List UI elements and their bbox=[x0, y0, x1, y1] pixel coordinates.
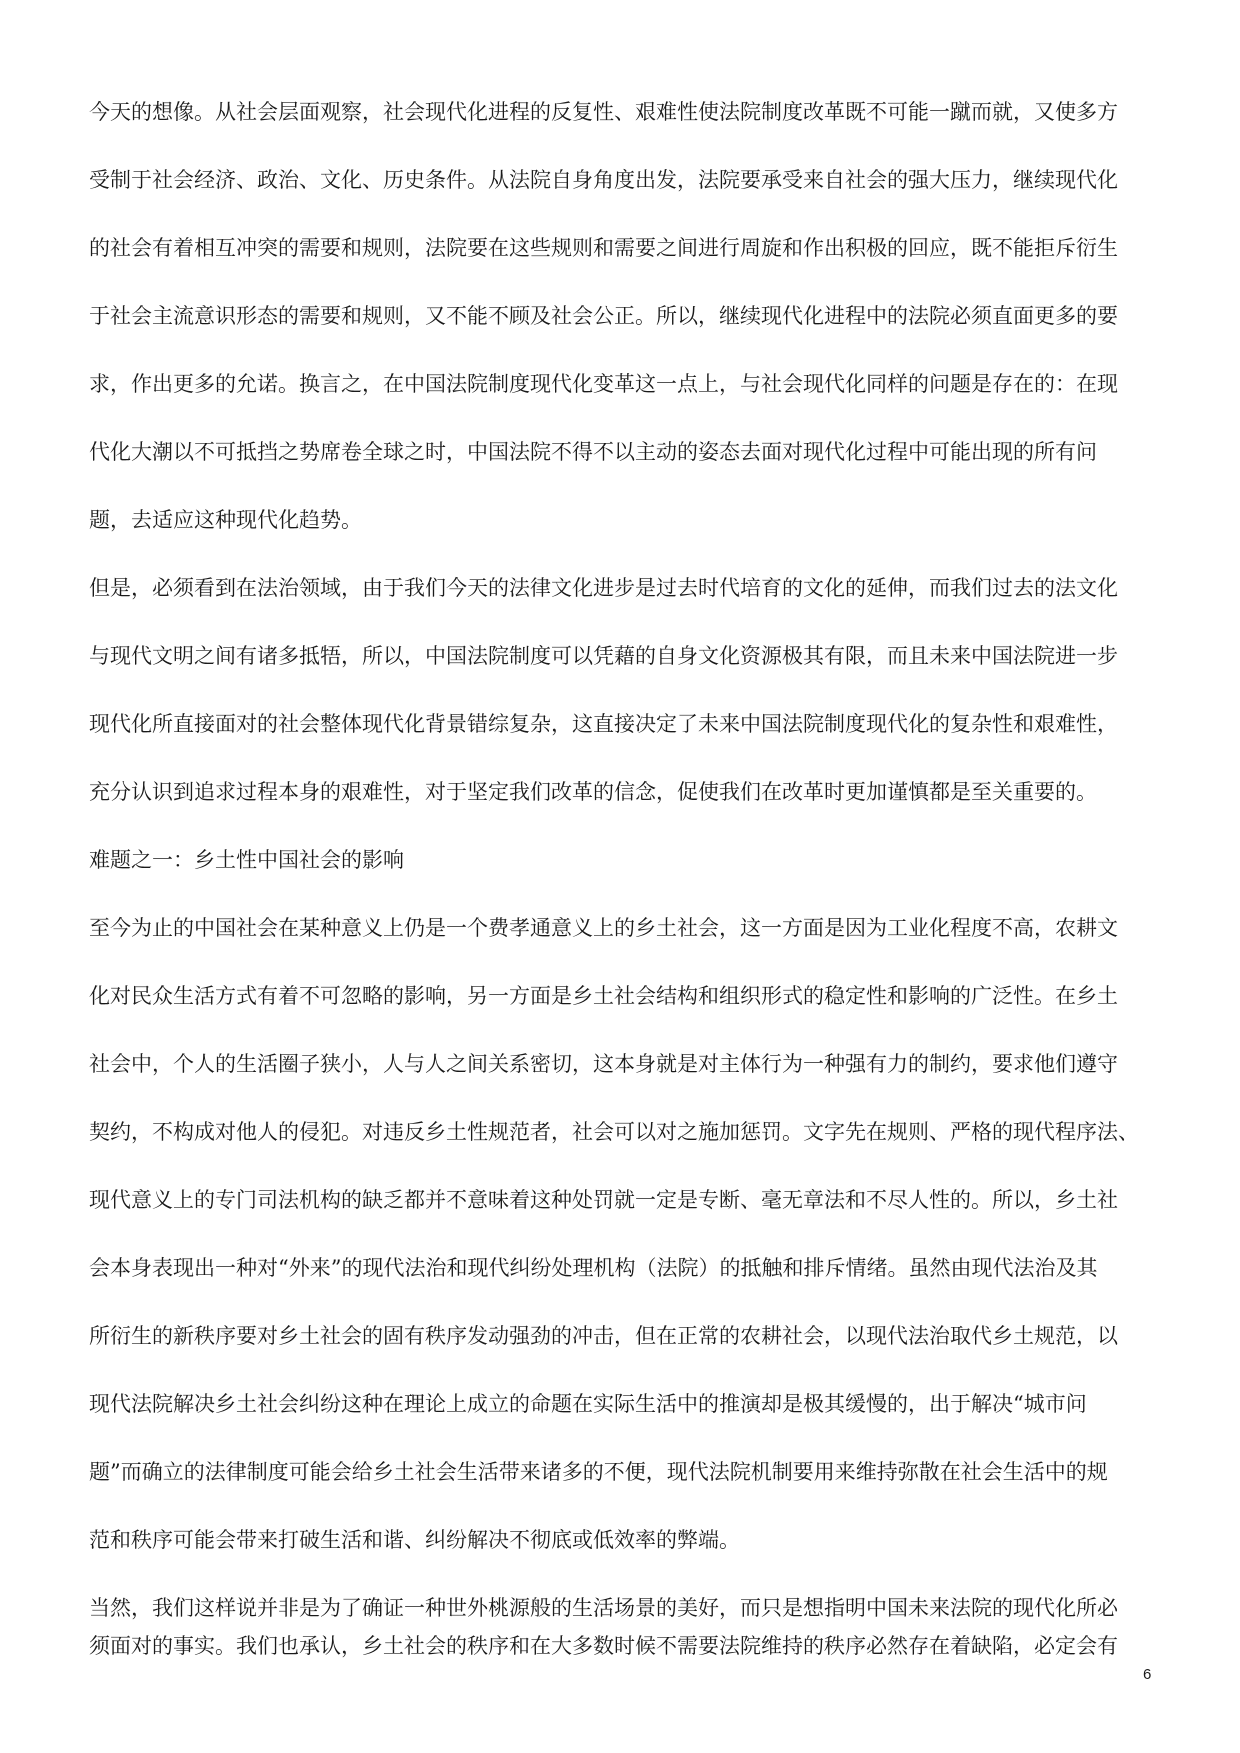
text-line: 当然，我们这样说并非是为了确证一种世外桃源般的生活场景的美好，而只是想指明中国未来法院的现代化所必 bbox=[89, 1596, 1118, 1620]
text-line: 与现代文明之间有诸多抵牾，所以，中国法院制度可以凭藉的自身文化资源极其有限，而且未来中国法院进一步 bbox=[89, 644, 1118, 668]
text-line: 须面对的事实。我们也承认，乡土社会的秩序和在大多数时候不需要法院维持的秩序必然存在着缺陷，必定会有 bbox=[89, 1634, 1118, 1658]
text-line: 受制于社会经济、政治、文化、历史条件。从法院自身角度出发，法院要承受来自社会的强大压力，继续现代化 bbox=[89, 168, 1118, 192]
text-line: 现代化所直接面对的社会整体现代化背景错综复杂，这直接决定了未来中国法院制度现代化的复杂性和艰难性， bbox=[89, 712, 1118, 736]
text-line: 化对民众生活方式有着不可忽略的影响，另一方面是乡土社会结构和组织形式的稳定性和影响的广泛性。在乡土 bbox=[89, 984, 1118, 1008]
page-number: 6 bbox=[1143, 1666, 1152, 1683]
text-line: 所衍生的新秩序要对乡土社会的固有秩序发动强劲的冲击，但在正常的农耕社会，以现代法治取代乡土规范，以 bbox=[89, 1324, 1118, 1348]
text-line: 代化大潮以不可抵挡之势席卷全球之时，中国法院不得不以主动的姿态去面对现代化过程中可能出现的所有问 bbox=[89, 440, 1097, 464]
text-line: 现代意义上的专门司法机构的缺乏都并不意味着这种处罚就一定是专断、毫无章法和不尽人性的。所以，乡土社 bbox=[89, 1188, 1118, 1212]
text-line: 求，作出更多的允诺。换言之，在中国法院制度现代化变革这一点上，与社会现代化同样的问题是存在的：在现 bbox=[89, 372, 1118, 396]
text-line: 题，去适应这种现代化趋势。 bbox=[89, 508, 362, 532]
text-line: 于社会主流意识形态的需要和规则，又不能不顾及社会公正。所以，继续现代化进程中的法院必须直面更多的要 bbox=[89, 304, 1118, 328]
section-heading: 难题之一：乡土性中国社会的影响 bbox=[89, 848, 404, 872]
text-line: 但是，必须看到在法治领域，由于我们今天的法律文化进步是过去时代培育的文化的延伸，而我们过去的法文化 bbox=[89, 576, 1118, 600]
text-line: 范和秩序可能会带来打破生活和谐、纠纷解决不彻底或低效率的弊端。 bbox=[89, 1528, 740, 1552]
text-line: 契约，不构成对他人的侵犯。对违反乡土性规范者，社会可以对之施加惩罚。文字先在规则、严格的现代程序法、 bbox=[89, 1120, 1139, 1144]
text-line: 题”而确立的法律制度可能会给乡土社会生活带来诸多的不便，现代法院机制要用来维持弥散在社会生活中的规 bbox=[89, 1460, 1108, 1484]
text-line: 今天的想像。从社会层面观察，社会现代化进程的反复性、艰难性使法院制度改革既不可能一蹴而就，又使多方 bbox=[89, 100, 1118, 124]
text-line: 现代法院解决乡土社会纠纷这种在理论上成立的命题在实际生活中的推演却是极其缓慢的，出于解决“城市问 bbox=[89, 1392, 1087, 1416]
text-line: 社会中，个人的生活圈子狭小，人与人之间关系密切，这本身就是对主体行为一种强有力的制约，要求他们遵守 bbox=[89, 1052, 1118, 1076]
text-line: 充分认识到追求过程本身的艰难性，对于坚定我们改革的信念，促使我们在改革时更加谨慎都是至关重要的。 bbox=[89, 780, 1097, 804]
text-line: 会本身表现出一种对“外来”的现代法治和现代纠纷处理机构（法院）的抵触和排斥情绪。虽然由现代法治及其 bbox=[89, 1256, 1098, 1280]
text-line: 至今为止的中国社会在某种意义上仍是一个费孝通意义上的乡土社会，这一方面是因为工业化程度不高，农耕文 bbox=[89, 916, 1118, 940]
text-line: 的社会有着相互冲突的需要和规则，法院要在这些规则和需要之间进行周旋和作出积极的回应，既不能拒斥衍生 bbox=[89, 236, 1118, 260]
